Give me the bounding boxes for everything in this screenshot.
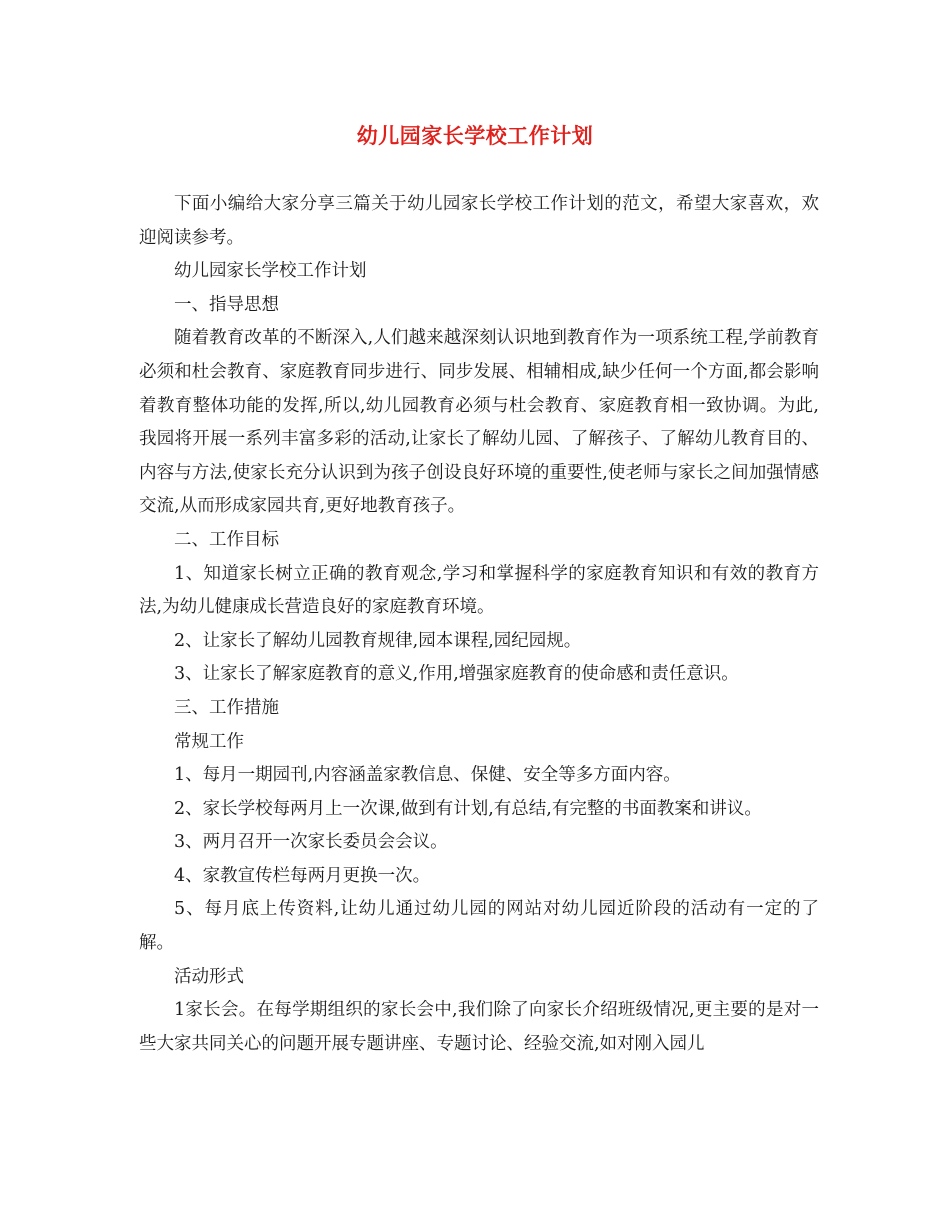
section-heading-guiding-ideology: 一、指导思想: [174, 294, 279, 315]
routine-item-5: 5、每月底上传资料,让幼儿通过幼儿园的网站对幼儿园近阶段的活动有一定的了解。: [139, 899, 819, 954]
routine-item-3: 3、两月召开一次家长委员会会议。: [174, 832, 448, 853]
goal-item-2: 2、让家长了解幼儿园教育规律,园本课程,园纪园规。: [174, 630, 582, 651]
section-heading-work-measures: 三、工作措施: [174, 697, 279, 718]
goal-item-3: 3、让家长了解家庭教育的意义,作用,增强家庭教育的使命感和责任意识。: [174, 664, 739, 685]
subtitle-paragraph: 幼儿园家长学校工作计划: [174, 261, 367, 282]
subheading-activity-forms: 活动形式: [174, 966, 244, 987]
subheading-routine-work: 常规工作: [174, 731, 244, 752]
document-title: 幼儿园家长学校工作计划: [356, 123, 594, 148]
routine-item-4: 4、家教宣传栏每两月更换一次。: [174, 865, 431, 886]
section-heading-work-goals: 二、工作目标: [174, 529, 279, 550]
routine-item-2: 2、家长学校每两月上一次课,做到有计划,有总结,有完整的书面教案和讲议。: [174, 798, 762, 819]
routine-item-1: 1、每月一期园刊,内容涵盖家教信息、保健、安全等多方面内容。: [174, 765, 681, 786]
intro-paragraph: 下面小编给大家分享三篇关于幼儿园家长学校工作计划的范文，希望大家喜欢，欢迎阅读参考。: [139, 194, 819, 248]
activity-item-1: 1家长会。在每学期组织的家长会中,我们除了向家长介绍班级情况,更主要的是对一些大家共同关心的问题开展专题讲座、专题讨论、经验交流,如对刚入园儿: [139, 1000, 819, 1054]
document-body: [139, 188, 819, 1061]
guiding-ideology-paragraph: 随着教育改革的不断深入,人们越来越深刻认识地到教育作为一项系统工程,学前教育必须和杜会教育、家庭教育同步进行、同步发展、相辅相成,缺少任何一个方面,都会影响着教育整体功能的发挥,所以,幼儿园教育必须与杜会教育、家庭教育相一致协调。为此,我园将开展一系列丰富多彩的活动,让家长了解幼儿园、了解孩子、了解幼儿教育目的、内容与方法,使家长充分认识到为孩子创设良好环境的重要性,使老师与家长之间加强情感交流,从而形成家园共育,更好地教育孩子。: [139, 328, 819, 517]
goal-item-1: 1、知道家长树立正确的教育观念,学习和掌握科学的家庭教育知识和有效的教育方法,为幼儿健康成长营造良好的家庭教育环境。: [139, 563, 819, 618]
